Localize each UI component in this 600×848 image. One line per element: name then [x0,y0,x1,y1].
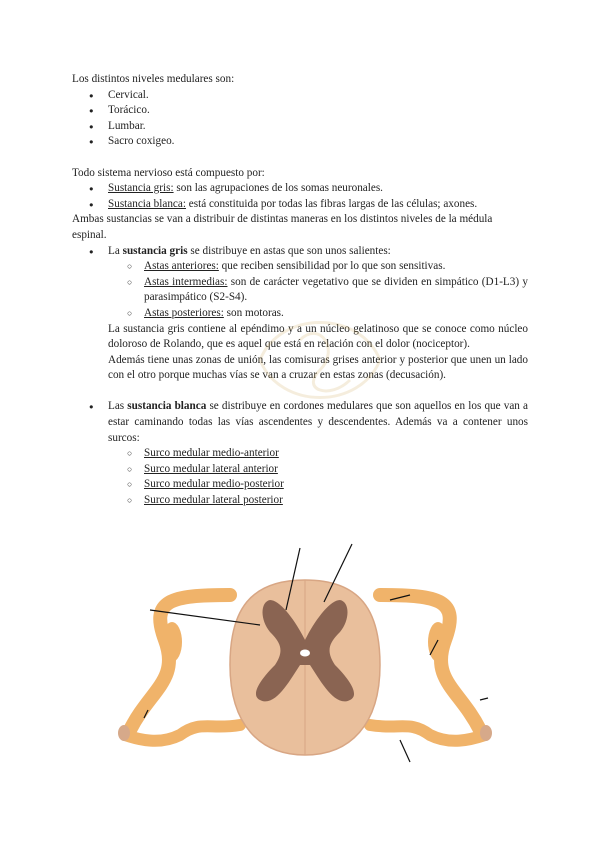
document-page [72,72,528,509]
list-item: ● Sustancia blanca: está constituida por todas las fibras largas de las células; axones. [72,197,528,213]
left-nerve [130,595,230,730]
list-item: ○ Surco medular medio-posterior [108,477,528,493]
list-item: ○ Astas anteriores: que reciben sensibilidad por lo que son sensitivas. [108,259,528,275]
list-item: ○ Surco medular lateral anterior [108,462,528,478]
list-item: ○ Astas intermedias: son de carácter vegetativo que se dividen en simpático (D1-L3) y parasimpático (S2-S4). [108,275,528,306]
levels-intro: Los distintos niveles medulares son: [72,73,235,85]
term: Sustancia blanca: [108,197,186,210]
list-item: ● Lumbar. [72,119,528,135]
list-item: ● Sustancia gris: son las agrupaciones de los somas neuronales. [72,181,528,197]
bold-term: sustancia blanca [127,400,207,413]
leader-line [480,698,488,700]
components-list [72,181,528,212]
bold-term: sustancia gris [122,244,188,257]
system-intro: Todo sistema nervioso está compuesto por: [72,166,265,179]
distribution-text: Ambas sustancias se van a distribuir de distintas maneras en los distintos niveles de la médula espinal. [72,213,493,241]
watermark-drawing [240,300,400,420]
gris-paragraph-2: Además tiene unas zonas de unión, las comisuras grises anterior y posterior que unen un lado con el otro porque muchas vías se van a cruzar en estas zonas (decusación). [108,353,528,382]
term: Sustancia gris: [108,182,174,195]
list-item: ● Sacro coxigeo. [72,134,528,150]
surcos-list [108,446,528,508]
list-item: ● Las sustancia blanca se distribuye en cordones medulares que son aquellos en los que van a estar caminando todas las vías ascendentes y descendentes. Además va a contener unos surcos: ○ Surco medular medio-anterior ○ Surco medular lateral anterior ○ Surco medular medio-posterior ○ Surco medular lateral posterior [72,399,528,508]
central-canal [300,650,310,657]
list-item: ○ Astas posteriores: son motoras. [108,306,528,322]
list-item: ● La sustancia gris se distribuye en astas que son unos salientes: ○ Astas anteriores: que reciben sensibilidad por lo que son sensitivas. ○ Astas intermedias: son de carácter vegetativo que se dividen en simpático (D1-L3) y parasimpático (S2-S4). ○ Astas posteriores: son motoras. [72,244,528,322]
levels-list [72,88,528,150]
leader-line [400,740,410,762]
gris-paragraph-1: La sustancia gris contiene al epéndimo y a un núcleo gelatinoso que se conoce como núcleo doloroso de Rolando, que es aquel que está en relación con el dolor (nociceptor). [108,322,528,351]
right-nerve [380,595,480,730]
list-item: ○ Surco medular lateral posterior [108,493,528,509]
spinal-cord-illustration [110,540,500,765]
list-item: ● Cervical. [72,88,528,104]
list-item: ○ Surco medular medio-anterior [108,446,528,462]
list-item: ● Torácico. [72,103,528,119]
